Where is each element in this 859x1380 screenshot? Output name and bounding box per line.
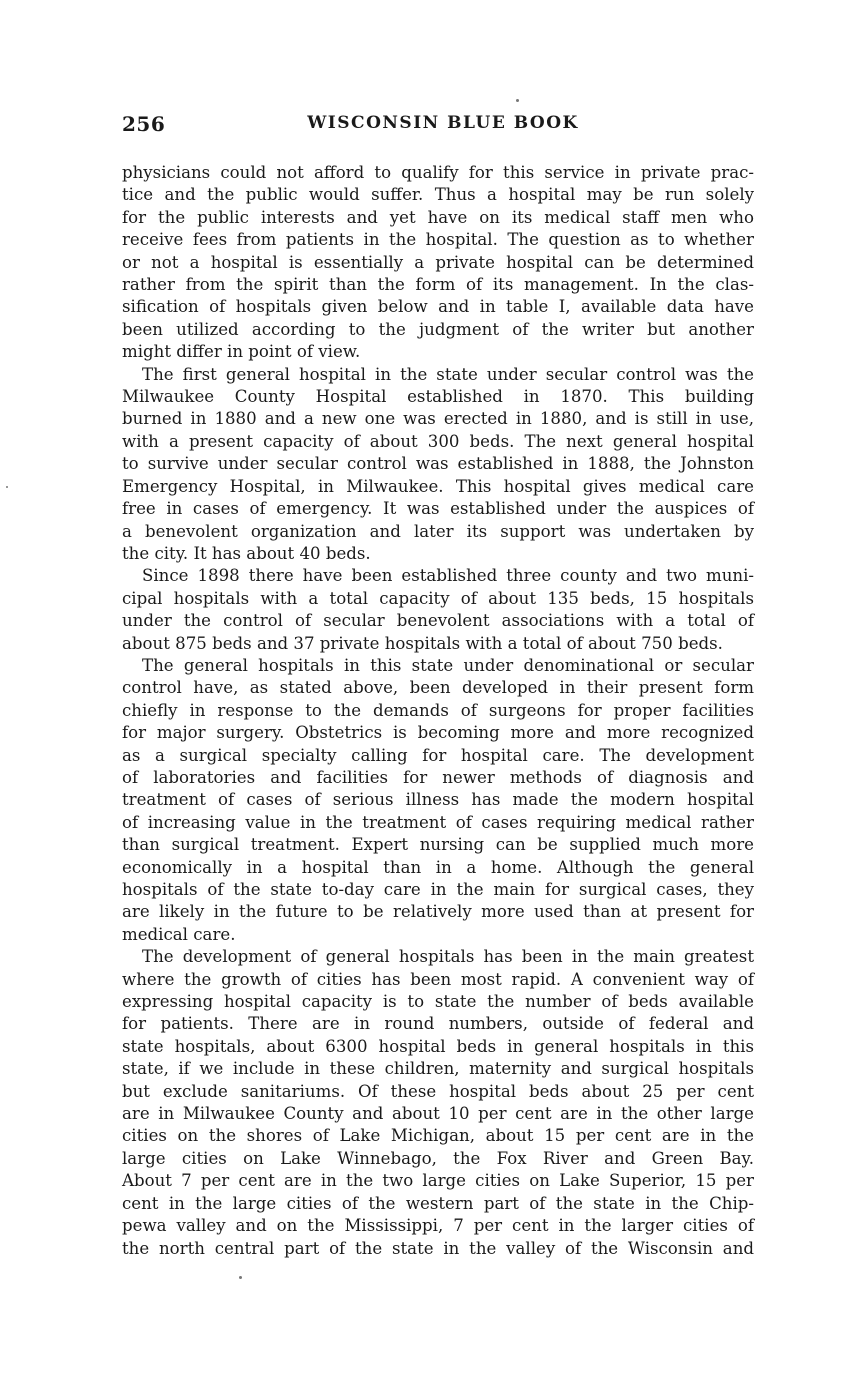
text-line: state hospitals, about 6300 hospital beds in general hospitals in this [122, 1036, 754, 1056]
text-line: are in Milwaukee County and about 10 per cent are in the other large [122, 1104, 754, 1124]
text-line: Emergency Hospital, in Milwaukee. This hospital gives medical care [122, 476, 754, 496]
text-line: Milwaukee County Hospital established in 1870. This building [122, 387, 754, 407]
text-line: About 7 per cent are in the two large cities on Lake Superior, 15 per [122, 1171, 754, 1191]
body-text [122, 162, 754, 1260]
scan-speck [6, 486, 8, 488]
text-line: the north central part of the state in the valley of the Wisconsin and [122, 1238, 754, 1258]
text-line: of increasing value in the treatment of cases requiring medical rather [122, 812, 754, 832]
running-title: WISCONSIN BLUE BOOK [307, 113, 579, 133]
text-line: sification of hospitals given below and in table I, available data have [122, 297, 754, 317]
text-line: physicians could not afford to qualify for this service in private prac- [122, 163, 754, 182]
text-line: cities on the shores of Lake Michigan, about 15 per cent are in the [122, 1126, 754, 1146]
text-line: of laboratories and facilities for newer methods of diagnosis and [122, 767, 754, 787]
text-line: are likely in the future to be relatively more used than at present for [122, 902, 754, 922]
text-line: large cities on Lake Winnebago, the Fox River and Green Bay. [122, 1148, 754, 1168]
text-line: control have, as stated above, been developed in their present form [122, 678, 754, 698]
text-line: as a surgical specialty calling for hospital care. The development [122, 745, 754, 765]
text-line: receive fees from patients in the hospital. The question as to whether [122, 230, 754, 250]
text-line: where the growth of cities has been most rapid. A convenient way of [122, 969, 754, 989]
text-line: pewa valley and on the Mississippi, 7 per cent in the larger cities of [122, 1216, 754, 1236]
text-line: might differ in point of view. [122, 342, 361, 362]
text-line: for patients. There are in round numbers, outside of federal and [122, 1014, 754, 1034]
text-line: rather from the spirit than the form of its management. In the clas- [122, 275, 754, 295]
text-line: but exclude sanitariums. Of these hospital beds about 25 per cent [122, 1081, 754, 1101]
text-line: expressing hospital capacity is to state the number of beds available [122, 992, 754, 1012]
text-line: cent in the large cities of the western part of the state in the Chip- [122, 1193, 754, 1213]
scan-speck [516, 99, 519, 102]
text-line: free in cases of emergency. It was established under the auspices of [122, 499, 754, 519]
text-line: treatment of cases of serious illness has made the modern hospital [122, 790, 754, 810]
text-line: about 875 beds and 37 private hospitals with a total of about 750 beds. [122, 633, 723, 653]
text-line: a benevolent organization and later its support was undertaken by [122, 521, 754, 541]
text-line: medical care. [122, 924, 236, 944]
text-line: cipal hospitals with a total capacity of about 135 beds, 15 hospitals [122, 588, 754, 608]
text-line: The first general hospital in the state under secular control was the [142, 364, 754, 384]
text-line: tice and the public would suffer. Thus a hospital may be run solely [122, 185, 754, 205]
text-line: or not a hospital is essentially a private hospital can be determined [122, 252, 754, 272]
text-line: burned in 1880 and a new one was erected in 1880, and is still in use, [122, 409, 754, 429]
text-line: to survive under secular control was established in 1888, the Johnston [122, 454, 754, 474]
text-line: Since 1898 there have been established three county and two muni- [142, 566, 754, 586]
text-line: hospitals of the state to-day care in the main for surgical cases, they [122, 880, 754, 899]
text-line: The general hospitals in this state under denominational or secular [142, 655, 754, 675]
text-line: been utilized according to the judgment of the writer but another [122, 319, 754, 339]
text-line: the city. It has about 40 beds. [122, 543, 371, 563]
scan-speck [239, 1276, 242, 1279]
text-line: than surgical treatment. Expert nursing can be supplied much more [122, 835, 754, 855]
text-line: under the control of secular benevolent associations with a total of [122, 611, 754, 631]
text-line: economically in a hospital than in a home. Although the general [122, 857, 754, 877]
page-header [122, 112, 754, 138]
text-line: with a present capacity of about 300 beds. The next general hospital [122, 431, 754, 451]
text-line: chiefly in response to the demands of surgeons for proper facilities [122, 700, 754, 720]
text-line: The development of general hospitals has been in the main greatest [142, 947, 754, 967]
text-line: for the public interests and yet have on its medical staff men who [122, 207, 754, 227]
page-number: 256 [122, 112, 166, 136]
text-line: state, if we include in these children, maternity and surgical hospitals [122, 1059, 754, 1079]
text-line: for major surgery. Obstetrics is becoming more and more recognized [122, 723, 754, 743]
